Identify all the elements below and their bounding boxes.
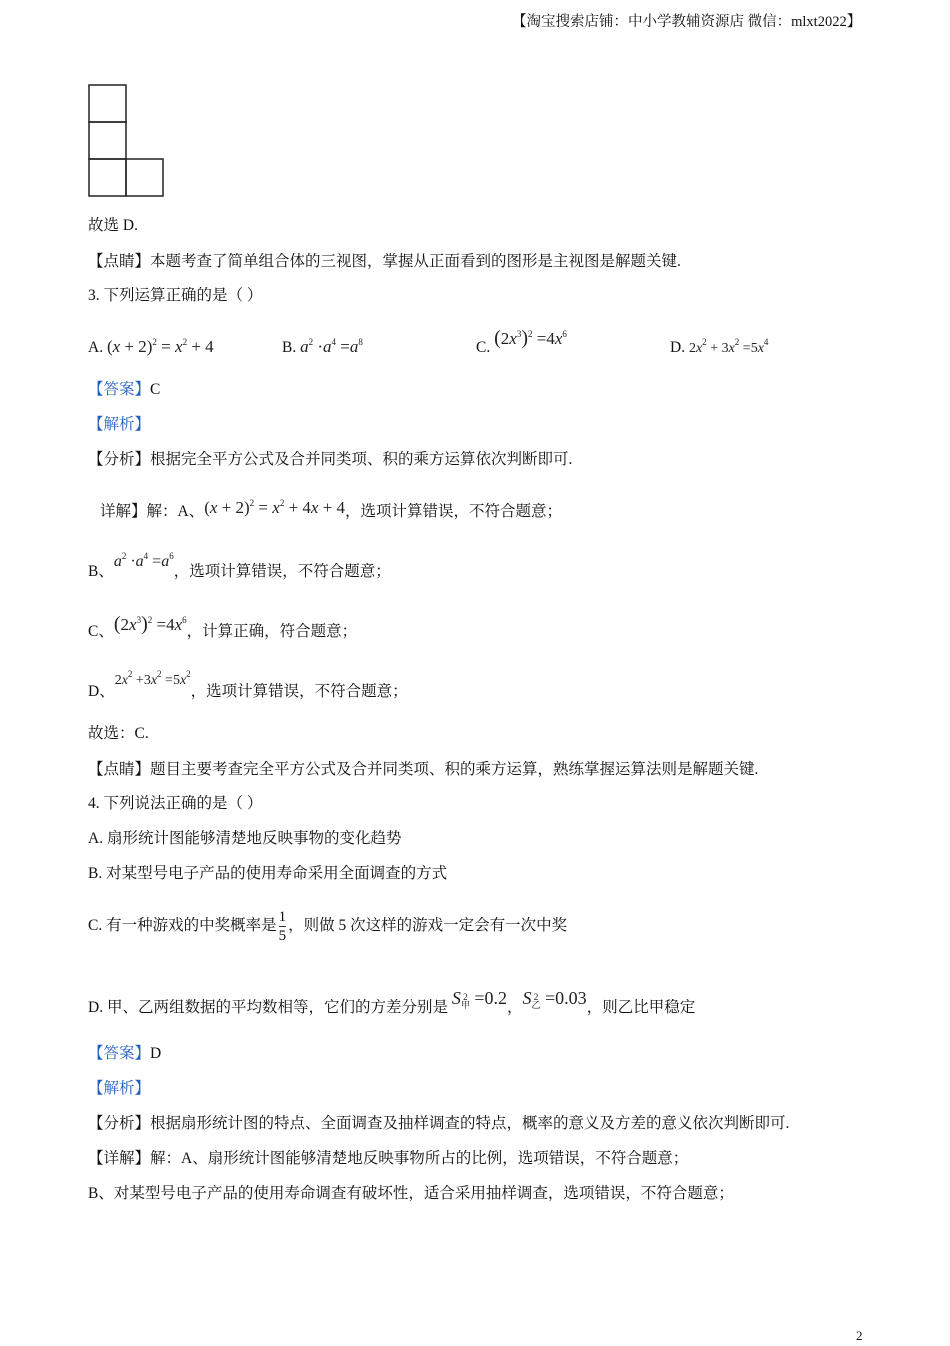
answer-value: C xyxy=(150,381,161,398)
q3-analysis-tag: 【解析】 xyxy=(88,416,151,433)
page-number: 2 xyxy=(856,1328,863,1343)
math-expression: $a^2 \cdot a^4 =a^8$ xyxy=(300,337,363,356)
fenxi-text: 根据扇形统计图的特点、全面调查及抽样调查的特点，概率的意义及方差的意义依次判断即可. xyxy=(150,1115,790,1132)
math-expression: $(2x^3)^2 =4x^6$ xyxy=(113,613,187,635)
math-expression: $a^2 \cdot a^4 =a^6$ xyxy=(113,551,174,570)
figure-square xyxy=(89,122,126,159)
q3-detail-a xyxy=(100,496,562,522)
subscript-jia: 甲 xyxy=(460,1001,470,1011)
subscript-yi: 乙 xyxy=(531,1001,541,1011)
detail-tail: ，选项计算错误，不符合题意； xyxy=(173,563,391,580)
detail-tag: 【详解】 xyxy=(88,1150,151,1167)
math-expression: $2x^2 +3x^2 =5x^2$ xyxy=(114,669,191,688)
page-header: 【淘宝搜索店铺：中小学教辅资源店 微信：mlxt2022】 xyxy=(512,14,862,30)
option-label: B. xyxy=(282,339,297,356)
detail-prefix: C、 xyxy=(88,623,114,640)
option-label: C. xyxy=(476,339,491,356)
answer-value: D xyxy=(150,1045,162,1062)
detail-tail: ，选项计算错误，不符合题意； xyxy=(345,503,563,520)
q4-detail-b: B、对某型号电子产品的使用寿命调查有破坏性，适合采用抽样调查，选项错误，不符合题意； xyxy=(88,1185,734,1202)
q3-option-c xyxy=(476,327,567,358)
figure-square xyxy=(126,159,163,196)
fraction xyxy=(279,909,287,944)
math-expression: $(2x^3)^2 =4x^6$ xyxy=(494,327,567,349)
figure-square xyxy=(89,159,126,196)
q3-stem: 3. 下列运算正确的是（ ） xyxy=(88,287,263,304)
q2-comment xyxy=(88,252,681,272)
fenxi-text: 根据完全平方公式及合并同类项、积的乘方运算依次判断即可. xyxy=(150,451,573,468)
q4-analysis-tag: 【解析】 xyxy=(88,1080,151,1097)
detail-prefix: D、 xyxy=(88,683,115,700)
q3-detail-b xyxy=(88,551,391,582)
comment-tag: 【点睛】 xyxy=(88,761,151,778)
fraction-denominator: 5 xyxy=(278,927,287,944)
q4-fenxi xyxy=(88,1114,789,1134)
option-text: C. 有一种游戏的中奖概率是 xyxy=(88,917,277,934)
fraction-numerator: 1 xyxy=(278,908,287,925)
variance-jia: S 2 甲 =0.2 xyxy=(451,988,507,1011)
q4-option-d xyxy=(88,988,696,1019)
variance-value: =0.03 xyxy=(545,988,587,1008)
detail-text: 解：A、扇形统计图能够清楚地反映事物所占的比例，选项错误，不符合题意； xyxy=(150,1150,689,1167)
option-text: ，则做 5 次这样的游戏一定会有一次中奖 xyxy=(288,917,568,934)
option-text: ，则乙比甲稳定 xyxy=(586,999,696,1016)
q3-option-b xyxy=(282,332,363,358)
q4-option-c xyxy=(88,900,567,952)
q3-option-a xyxy=(88,332,214,358)
q3-comment xyxy=(88,760,758,780)
figure-square xyxy=(89,85,126,122)
option-text: D. 甲、乙两组数据的平均数相等，它们的方差分别是 xyxy=(88,999,448,1016)
math-expression: $(x + 2)^2 = x^2 + 4$ xyxy=(106,337,214,356)
comment-text: 本题考查了简单组合体的三视图，掌握从正面看到的图形是主视图是解题关键. xyxy=(150,253,681,270)
fenxi-tag: 【分析】 xyxy=(88,1115,151,1132)
fenxi-tag: 【分析】 xyxy=(88,451,151,468)
q3-detail-c xyxy=(88,613,358,642)
answer-tag: 【答案】 xyxy=(88,1045,151,1062)
comment-text: 题目主要考查完全平方公式及合并同类项、积的乘方运算，熟练掌握运算法则是解题关键. xyxy=(150,761,759,778)
comment-tag: 【点睛】 xyxy=(88,253,151,270)
q3-fenxi xyxy=(88,450,572,470)
math-expression: $2x^2 + 3x^2 =5x^4$ xyxy=(688,337,769,356)
q4-detail-a xyxy=(88,1149,688,1169)
detail-tail: ，选项计算错误，不符合题意； xyxy=(190,683,408,700)
separator: ， xyxy=(507,999,523,1016)
q3-option-d xyxy=(670,332,768,359)
variance-value: =0.2 xyxy=(474,988,507,1008)
q2-conclusion: 故选 D. xyxy=(88,217,138,234)
q3-conclusion: 故选：C. xyxy=(88,725,149,742)
detail-prefix: 详解】解：A、 xyxy=(100,503,205,520)
option-label: A. xyxy=(88,339,104,356)
detail-prefix: B、 xyxy=(88,563,114,580)
detail-tail: ，计算正确，符合题意； xyxy=(186,623,358,640)
q4-option-a: A. 扇形统计图能够清楚地反映事物的变化趋势 xyxy=(88,830,402,847)
q4-answer xyxy=(88,1044,161,1064)
q4-option-b: B. 对某型号电子产品的使用寿命采用全面调查的方式 xyxy=(88,865,448,882)
front-view-figure xyxy=(88,84,166,199)
q3-detail-d xyxy=(88,669,408,703)
answer-tag: 【答案】 xyxy=(88,381,151,398)
option-label: D. xyxy=(670,339,686,356)
q4-stem: 4. 下列说法正确的是（ ） xyxy=(88,795,263,812)
q3-answer xyxy=(88,380,160,400)
variance-yi: S 2 乙 =0.03 xyxy=(522,988,587,1011)
math-expression: $(x + 2)^2 = x^2 + 4x + 4$ xyxy=(204,498,346,517)
